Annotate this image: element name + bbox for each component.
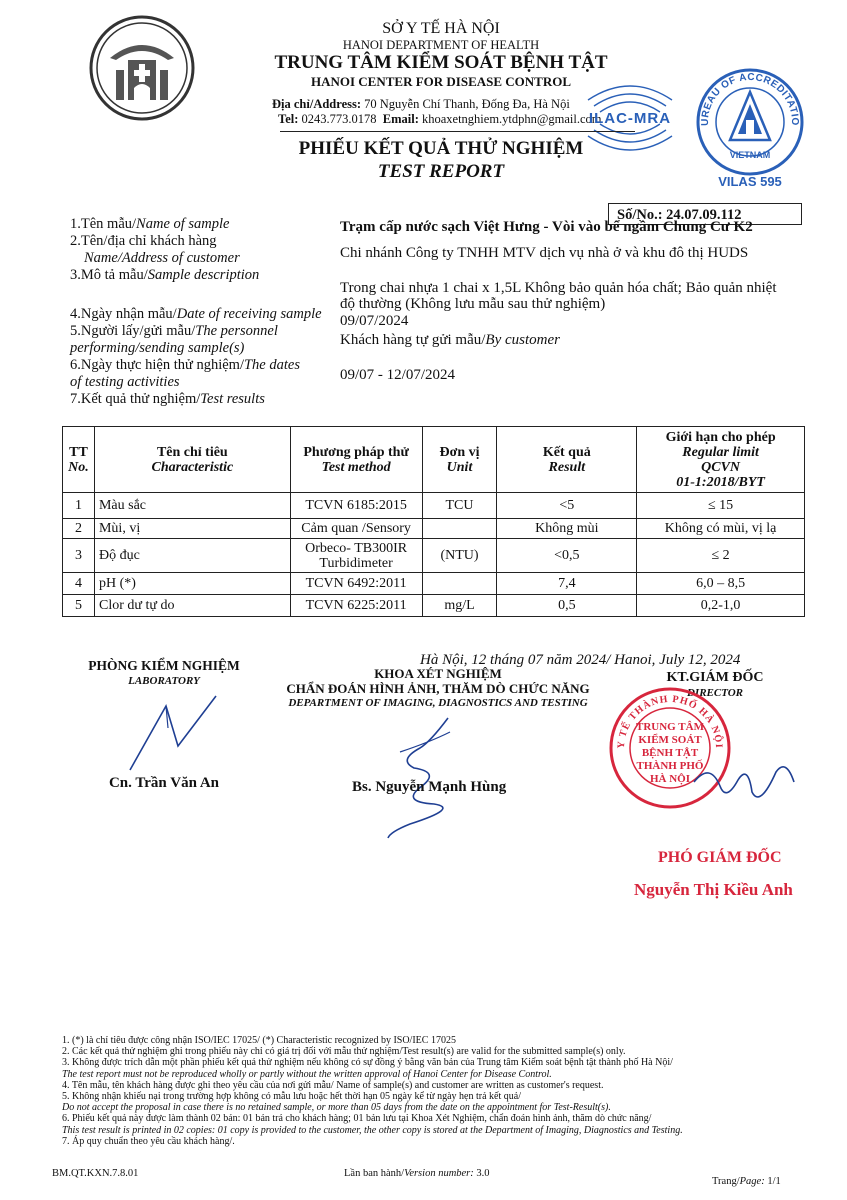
deputy-name: Nguyễn Thị Kiều Anh (634, 880, 793, 899)
label-sample-name: 1.Tên mẫu/Name of sample (70, 216, 230, 232)
footnote-item: 6. Phiếu kết quả này được làm thành 02 bản: 01 bản trả cho khách hàng; 01 bản lưu tại Khoa Xét Nghiệm, chẩn đoán hình ảnh, thăm dò chức năng/ (62, 1113, 652, 1125)
header-no: TT No. (63, 427, 95, 493)
boa-accreditation-seal (694, 66, 806, 178)
version-line: Lần ban hành/Version number: 3.0 (344, 1168, 490, 1179)
cell-result: Không mùi (497, 519, 637, 539)
dept-signature (370, 712, 480, 840)
form-code: BM.QT.KXN.7.8.01 (52, 1168, 139, 1179)
cell-unit (422, 573, 497, 595)
table-row (63, 595, 805, 617)
hanoi-cdc-logo (88, 14, 196, 122)
footnote-item: 7. Áp quy chuẩn theo yêu cầu khách hàng/. (62, 1135, 235, 1147)
deputy-title: PHÓ GIÁM ĐỐC (658, 849, 782, 866)
cell-limit: ≤ 2 (637, 539, 805, 573)
stamp-line-4: THÀNH PHỐ (636, 760, 704, 772)
dept-title-en: DEPARTMENT OF IMAGING, DIAGNOSTICS AND TESTING (288, 697, 588, 709)
header-limit: Giới hạn cho phép Regular limit QCVN 01-1:2018/BYT (637, 427, 805, 493)
table-row (63, 493, 805, 519)
cell-result: <5 (497, 493, 637, 519)
footnote-item: 4. Tên mẫu, tên khách hàng được ghi theo yêu cầu của nơi gửi mẫu/ Name of sample(s) and customer are written as customer's request. (62, 1079, 604, 1091)
footnote-item: 2. Các kết quả thử nghiệm ghi trong phiếu này chỉ có giá trị đối với mẫu thử nghiệm/Test result(s) are valid for the submitted sample(s) only. (62, 1046, 626, 1058)
label-personnel: 5.Người lấy/gửi mẫu/The personnel (70, 323, 278, 339)
dept-signature-block (268, 666, 608, 710)
header-divider (280, 131, 635, 132)
dept-name-en: HANOI DEPARTMENT OF HEALTH (342, 38, 540, 52)
table-header-row (63, 427, 805, 493)
cell-unit: mg/L (422, 595, 497, 617)
director-title: KT.GIÁM ĐỐC (666, 670, 764, 685)
cell-result: <0,5 (497, 539, 637, 573)
lab-signer-name: Cn. Trần Văn An (108, 775, 220, 791)
sample-info-labels (70, 216, 345, 284)
table-row (63, 519, 805, 539)
results-table (62, 426, 805, 617)
cell-limit: 0,2-1,0 (637, 595, 805, 617)
sample-info-labels-2 (70, 306, 345, 408)
ilac-mra-text: ILAC-MRA (588, 110, 672, 127)
label-customer: 2.Tên/địa chỉ khách hàng (70, 233, 217, 249)
contact-line: Tel: 0243.773.0178 Email: khoaxetnghiem.ytdphn@gmail.com (278, 112, 602, 126)
label-personnel-en: performing/sending sample(s) (70, 340, 245, 356)
footnote-item: 5. Không nhận khiếu nại trong trường hợp không có mẫu lưu hoặc hết thời hạn 05 ngày kể từ ngày hẹn trả kết quả/ (62, 1091, 521, 1103)
footnotes (62, 1035, 822, 1147)
stamp-line-3: BỆNH TẬT (641, 747, 699, 759)
footnote-item: This test result is printed in 02 copies: 01 copy is provided to the customer, the other copy is stored at the Department of Imaging, Diagnostics and Testing. (62, 1124, 683, 1136)
stamp-ring-text: Y TẾ THÀNH PHỐ HÀ NỘI (615, 693, 725, 749)
cell-no: 1 (63, 493, 95, 519)
value-personnel: Khách hàng tự gửi mẫu/By customer (340, 332, 560, 348)
footnote-item: 1. (*) là chỉ tiêu được công nhận ISO/IEC 17025/ (*) Characteristic recognized by ISO/IEC 17025 (62, 1035, 456, 1046)
value-description-1: Trong chai nhựa 1 chai x 1,5L Không bảo quản hóa chất; Bảo quản nhiệt (340, 280, 777, 296)
boa-ring-text: UREAU OF ACCREDITATIO (699, 71, 801, 126)
cell-unit (422, 519, 497, 539)
report-title-vn: PHIẾU KẾT QUẢ THỬ NGHIỆM (298, 138, 584, 159)
lab-signature (120, 692, 230, 772)
label-test-dates: 6.Ngày thực hiện thử nghiệm/The dates (70, 357, 300, 373)
header-unit: Đơn vị Unit (422, 427, 497, 493)
cell-limit: Không có mùi, vị lạ (637, 519, 805, 539)
lab-signature-block (64, 658, 264, 688)
value-description-2: độ thường (Không lưu mẫu sau thử nghiệm) (340, 296, 606, 312)
cell-characteristic: Mùi, vị (94, 519, 290, 539)
label-receive-date: 4.Ngày nhận mẫu/Date of receiving sample (70, 306, 322, 322)
cell-characteristic: Độ đục (94, 539, 290, 573)
label-customer-en: Name/Address of customer (84, 250, 240, 266)
lab-title: PHÒNG KIỂM NGHIỆM (88, 658, 240, 673)
footnote-item: Do not accept the proposal in case there is no retained sample, or more than 05 days from the date on the appointment for Test-Result(s). (62, 1102, 611, 1114)
lab-title-en: LABORATORY (128, 675, 200, 687)
dept-title-1: KHOA XÉT NGHIỆM (374, 666, 502, 681)
cell-method: TCVN 6492:2011 (290, 573, 422, 595)
cell-characteristic: Clor dư tự do (94, 595, 290, 617)
page-number: Trang/Page: 1/1 (712, 1176, 781, 1187)
issue-date-line: Hà Nội, 12 tháng 07 năm 2024/ Hanoi, July 12, 2024 (420, 652, 741, 668)
cell-no: 2 (63, 519, 95, 539)
stamp-line-5: HÀ NỘI (649, 773, 691, 785)
header-method: Phương pháp thử Test method (290, 427, 422, 493)
cell-limit: 6,0 – 8,5 (637, 573, 805, 595)
stamp-line-2: KIỂM SOÁT (638, 734, 702, 746)
center-name-vn: TRUNG TÂM KIỂM SOÁT BỆNH TẬT (274, 52, 608, 73)
cell-characteristic: pH (*) (94, 573, 290, 595)
boa-country: VIETNAM (729, 150, 771, 160)
header-characteristic: Tên chỉ tiêu Characteristic (94, 427, 290, 493)
cell-method: TCVN 6225:2011 (290, 595, 422, 617)
director-title-en: DIRECTOR (686, 687, 744, 699)
dept-title-2: CHẨN ĐOÁN HÌNH ẢNH, THĂM DÒ CHỨC NĂNG (286, 681, 590, 696)
cell-result: 0,5 (497, 595, 637, 617)
value-test-dates: 09/07 - 12/07/2024 (340, 367, 455, 383)
cell-no: 3 (63, 539, 95, 573)
director-signature (690, 752, 800, 812)
cell-method: Orbeco- TB300IR Turbidimeter (290, 539, 422, 573)
cell-limit: ≤ 15 (637, 493, 805, 519)
report-number: Số/No.: 24.07.09.112 (608, 203, 802, 225)
cell-no: 4 (63, 573, 95, 595)
cell-method: Cảm quan /Sensory (290, 519, 422, 539)
cell-characteristic: Màu sắc (94, 493, 290, 519)
label-test-dates-en: of testing activities (70, 374, 180, 390)
cell-result: 7,4 (497, 573, 637, 595)
cell-no: 5 (63, 595, 95, 617)
header-result: Kết quả Result (497, 427, 637, 493)
dept-signer-name: Bs. Nguyễn Mạnh Hùng (352, 779, 507, 795)
address-line: Địa chỉ/Address: 70 Nguyễn Chí Thanh, Đống Đa, Hà Nội (272, 97, 570, 111)
value-sample-name: Trạm cấp nước sạch Việt Hưng - Vòi vào bể ngầm Chung Cư K2 (340, 219, 753, 235)
vilas-number: VILAS 595 (718, 174, 782, 189)
value-receive-date: 09/07/2024 (340, 313, 409, 329)
dept-name-vn: SỞ Y TẾ HÀ NỘI (382, 20, 500, 37)
table-row (63, 573, 805, 595)
cell-unit: TCU (422, 493, 497, 519)
cell-method: TCVN 6185:2015 (290, 493, 422, 519)
center-name-en: HANOI CENTER FOR DISEASE CONTROL (310, 74, 572, 89)
cell-unit: (NTU) (422, 539, 497, 573)
footnote-item: The test report must not be reproduced wholly or partly without the written approval of Hanoi Center for Disease Control. (62, 1068, 552, 1080)
value-customer: Chi nhánh Công ty TNHH MTV dịch vụ nhà ở và khu đô thị HUDS (340, 245, 749, 261)
report-title-en: TEST REPORT (377, 161, 505, 182)
label-description: 3.Mô tả mẫu/Sample description (70, 267, 260, 283)
stamp-line-1: TRUNG TÂM (636, 721, 704, 733)
label-test-results: 7.Kết quả thử nghiệm/Test results (70, 391, 265, 407)
table-row (63, 539, 805, 573)
footnote-item: 3. Không được trích dẫn một phần phiếu kết quả thử nghiệm nếu không có sự đồng ý bằng văn bản của Trung tâm Kiểm soát bệnh tật thành phố Hà Nội/ (62, 1057, 673, 1069)
